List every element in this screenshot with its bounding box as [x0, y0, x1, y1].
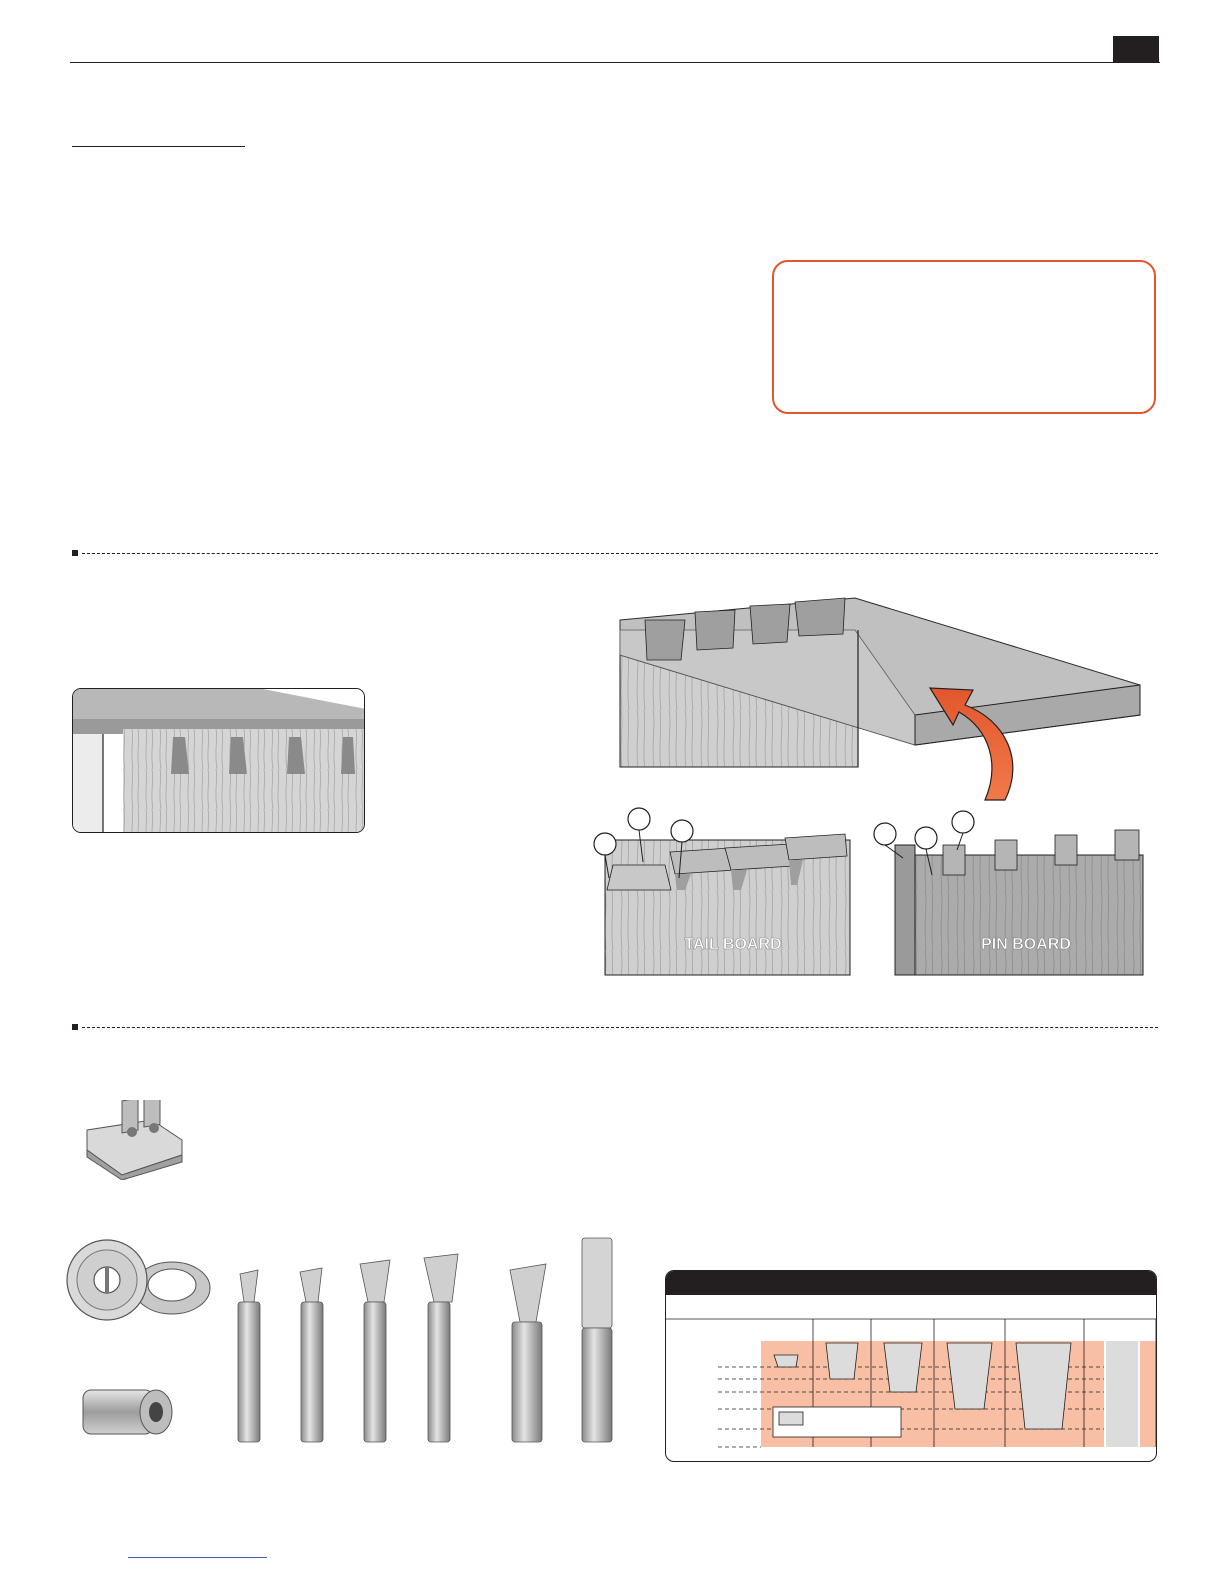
- router-bit-3: [360, 1260, 390, 1442]
- note-callout-box: [772, 260, 1156, 414]
- tail-board-label: TAIL BOARD: [684, 936, 782, 953]
- dovetail-joint-closeup-photo: [72, 688, 365, 833]
- pin-board-drawing: [874, 811, 1143, 975]
- router-bit-6: [582, 1238, 612, 1442]
- section-divider-dashed-line: [82, 1027, 1158, 1028]
- dovetail-assembly-illustration: [585, 590, 1155, 980]
- section-divider-marker: [72, 550, 78, 556]
- router-bit-2: [300, 1268, 323, 1442]
- router-bits-image: [228, 1232, 638, 1447]
- tail-board-drawing: [594, 808, 850, 975]
- router-bit-1: [238, 1270, 260, 1442]
- router-bit-5: [510, 1264, 546, 1442]
- chart-table-drawing: [666, 1271, 1157, 1462]
- footnote-link-underline[interactable]: [128, 1557, 267, 1558]
- guide-bushing-image: [62, 1230, 212, 1345]
- section-heading-underline: [72, 146, 245, 147]
- section-divider-dashed-line: [82, 553, 1158, 554]
- collet-reducer-image: [78, 1378, 178, 1448]
- template-guide-image: [82, 1100, 192, 1180]
- page-number-tab: [1113, 36, 1159, 62]
- section-divider-marker: [72, 1024, 78, 1030]
- header-rule: [70, 62, 1160, 63]
- dovetail-profile-chart: [665, 1270, 1157, 1462]
- pin-board-label: PIN BOARD: [981, 936, 1071, 953]
- router-bit-4: [424, 1254, 458, 1442]
